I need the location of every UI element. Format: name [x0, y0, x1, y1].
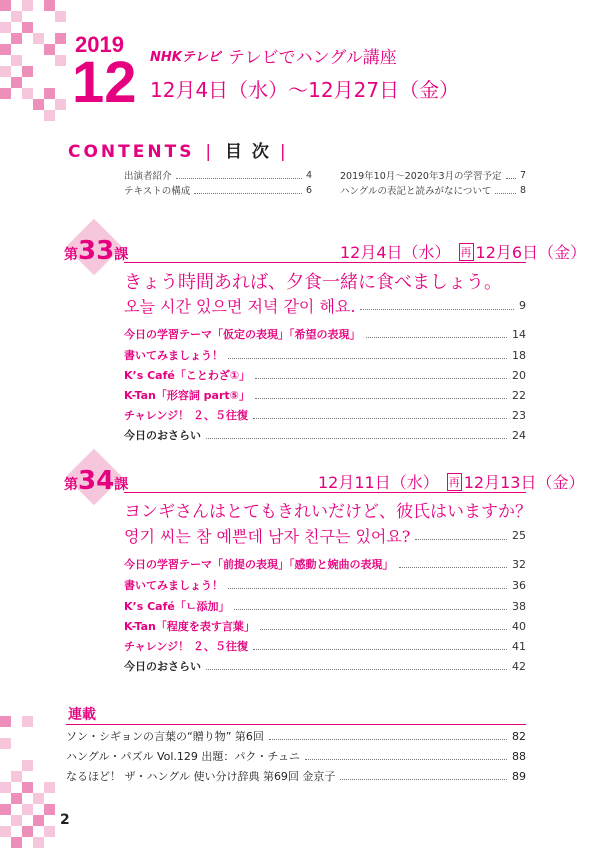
toc-entry[interactable]: 書いてみましょう！ 36	[124, 578, 526, 592]
checker-square	[0, 44, 11, 55]
toc-item[interactable]: テキストの構成 6	[124, 184, 312, 197]
issue-month: 12	[72, 50, 137, 115]
checker-square	[0, 66, 11, 77]
checker-square	[22, 716, 33, 727]
toc-entry[interactable]: 今日のおさらい 24	[124, 428, 526, 442]
checker-square	[33, 33, 44, 44]
toc-entry[interactable]: 今日の学習テーマ「仮定の表現」「希望の表現」 14	[124, 327, 526, 341]
toc-entry[interactable]: 今日のおさらい 42	[124, 659, 526, 673]
checker-square	[44, 0, 55, 11]
checker-square	[0, 0, 11, 11]
lesson-rule	[124, 492, 526, 493]
checker-square	[11, 33, 22, 44]
serials-heading: 連載	[68, 707, 96, 723]
contents-heading-en: CONTENTS	[68, 142, 195, 162]
checker-square	[0, 716, 11, 727]
checker-square	[11, 77, 22, 88]
checker-square	[55, 99, 66, 110]
toc-entry[interactable]: チャレンジ！ ２、５往復 41	[124, 639, 526, 653]
checker-square	[33, 99, 44, 110]
checker-square	[44, 782, 55, 793]
toc-item[interactable]: ハングルの表記と読みがなについて 8	[340, 184, 526, 197]
checker-square	[11, 771, 22, 782]
contents-heading: CONTENTS | 目 次 |	[68, 142, 289, 162]
checker-square	[22, 826, 33, 837]
toc-entry[interactable]: K-Tan「程度を表す言葉」 40	[124, 619, 526, 633]
checker-square	[55, 11, 66, 22]
lesson-title-ko-row[interactable]: 영기 씨는 참 예쁜데 남자 친구는 있어요? 25	[124, 524, 526, 547]
lesson-title-ko: 영기 씨는 참 예쁜데 남자 친구는 있어요?	[124, 527, 411, 546]
lesson-broadcast-date: 12月11日（水） 再 12月13日（金）	[318, 473, 585, 492]
serials-rule	[66, 724, 526, 725]
checker-square	[11, 837, 22, 848]
toc-entry[interactable]: K’s Café「ことわざ①」 20	[124, 368, 526, 382]
toc-item[interactable]: 2019年10月～2020年3月の学習予定 7	[340, 169, 526, 182]
checker-square	[11, 55, 22, 66]
toc-entry[interactable]: K-Tan「形容詞 part⑤」 22	[124, 388, 526, 402]
checker-square	[0, 804, 11, 815]
serial-entry[interactable]: ソン・シギョンの言葉の“贈り物” 第6回 82	[66, 729, 526, 743]
checker-square	[44, 88, 55, 99]
checker-square	[22, 88, 33, 99]
program-title: テレビでハングル講座	[228, 48, 397, 68]
checker-square	[0, 782, 11, 793]
checker-square	[22, 760, 33, 771]
checker-square	[22, 0, 33, 11]
checker-square	[44, 110, 55, 121]
checker-square	[0, 826, 11, 837]
checker-square	[22, 22, 33, 33]
serial-entry[interactable]: ハングル・パズル Vol.129 出題：パク・チュニ 88	[66, 749, 526, 763]
lesson-title-ko: 오늘 시간 있으면 저녁 같이 해요.	[124, 297, 356, 316]
checker-square	[44, 826, 55, 837]
checker-square	[0, 738, 11, 749]
lesson-number: 第34課	[64, 466, 129, 496]
checker-square	[0, 22, 11, 33]
toc-entry[interactable]: 今日の学習テーマ「前提の表現」「感動と婉曲の表現」 32	[124, 557, 526, 571]
contents-heading-jp: 目 次	[225, 142, 271, 162]
serial-entry[interactable]: なるほど！ ザ・ハングル 使い分け辞典 第69回 金京子 89	[66, 769, 526, 783]
checker-square	[22, 66, 33, 77]
date-range: 12月4日（水）～12月27日（金）	[150, 78, 460, 102]
toc-entry[interactable]: チャレンジ！ ２、５往復 23	[124, 408, 526, 422]
checker-square	[44, 44, 55, 55]
toc-entry[interactable]: K’s Café「ㄴ添加」 38	[124, 599, 526, 613]
lesson-broadcast-date: 12月4日（水） 再 12月6日（金）	[340, 243, 587, 262]
lesson-number: 第33課	[64, 236, 129, 266]
checker-square	[11, 815, 22, 826]
checker-square	[33, 793, 44, 804]
issue-year: 2019	[75, 32, 124, 57]
lesson-title-jp: きょう時間あれば、夕食一緒に食べましょう。	[124, 272, 502, 293]
checker-square	[22, 804, 33, 815]
checker-square	[55, 33, 66, 44]
toc-entry[interactable]: 書いてみましょう！ 18	[124, 348, 526, 362]
lesson-title-ko-row[interactable]: 오늘 시간 있으면 저녁 같이 해요. 9	[124, 294, 526, 317]
checker-square	[44, 804, 55, 815]
nhk-logo: NHKテレビ	[150, 50, 221, 65]
lesson-rule	[124, 262, 526, 263]
checker-square	[0, 88, 11, 99]
lesson-title-jp: ヨンギさんはとてもきれいだけど、彼氏はいますか？	[124, 502, 532, 522]
page-number: 2	[60, 812, 70, 828]
checker-square	[33, 837, 44, 848]
checker-square	[11, 11, 22, 22]
checker-square	[22, 782, 33, 793]
toc-item[interactable]: 出演者紹介 4	[124, 169, 312, 182]
checker-square	[11, 793, 22, 804]
checker-square	[55, 55, 66, 66]
checker-square	[33, 815, 44, 826]
